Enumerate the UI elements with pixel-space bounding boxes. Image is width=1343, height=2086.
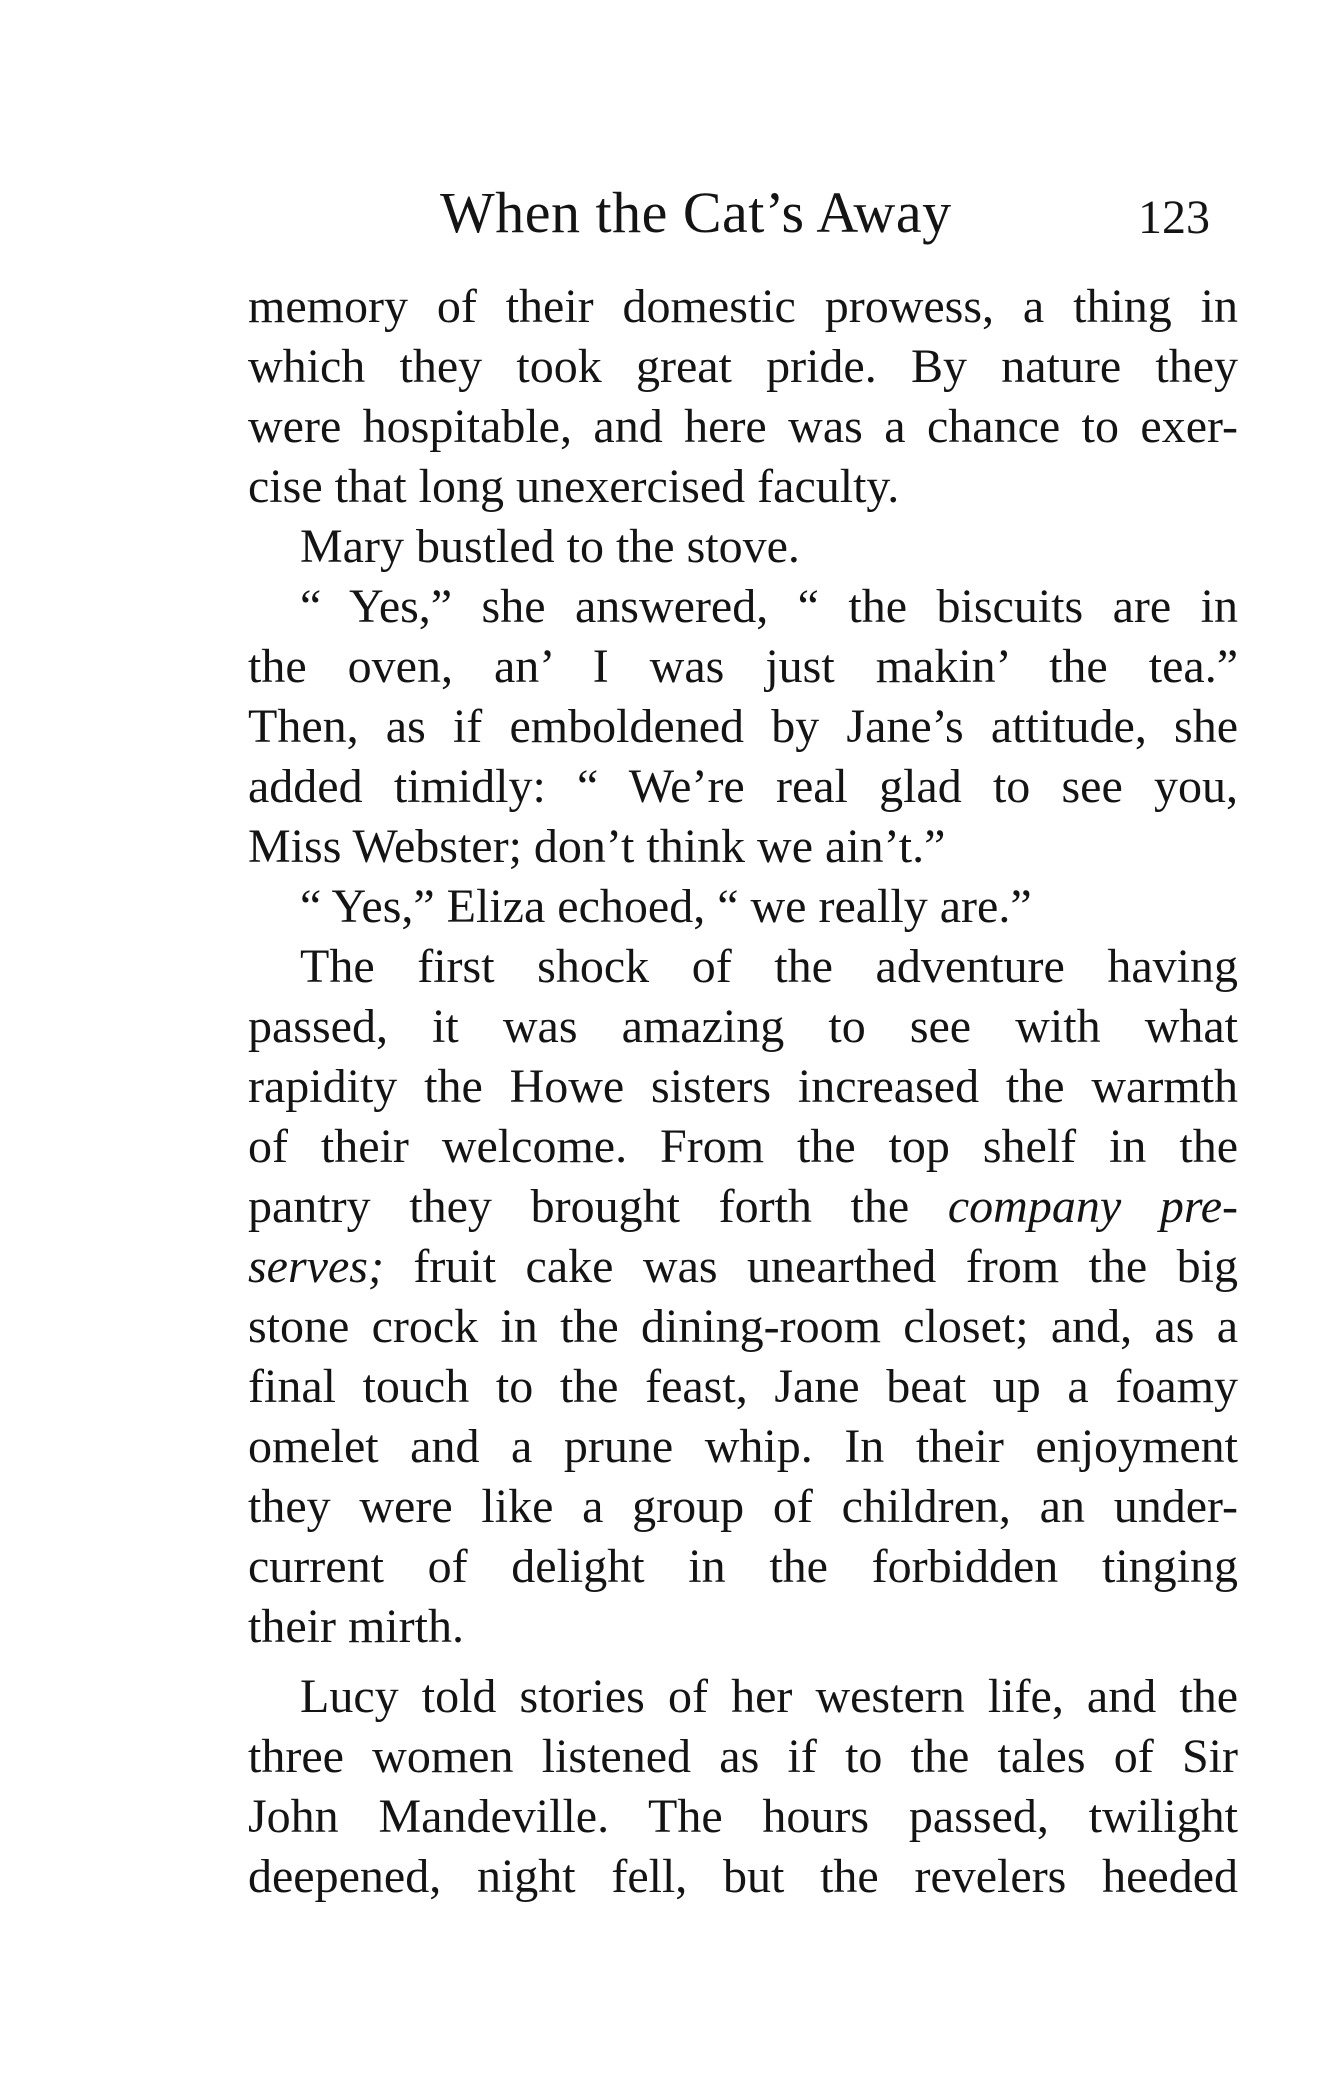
text-line: were hospitable, and here was a chance to exer- (248, 400, 1238, 453)
text-line: Miss Webster; don’t think we ain’t.” (248, 820, 946, 873)
text-line (248, 1177, 1238, 1237)
italic-span: company pre- (947, 1180, 1239, 1233)
text-line: added timidly: “ We’re real glad to see you, (248, 760, 1238, 813)
text-line: Mary bustled to the stove. (300, 520, 800, 573)
running-title: When the Cat’s Away (440, 180, 952, 245)
text-line: John Mandeville. The hours passed, twilight (248, 1790, 1238, 1843)
text-line: the oven, an’ I was just makin’ the tea.” (248, 640, 1238, 693)
text-line: Then, as if emboldened by Jane’s attitude, she (248, 700, 1238, 753)
text-line: three women listened as if to the tales of Sir (248, 1730, 1238, 1783)
text-line: Lucy told stories of her western life, and the (300, 1670, 1238, 1723)
text-line (248, 1237, 1238, 1297)
italic-span: serves; (248, 1240, 384, 1293)
text-line: which they took great pride. By nature they (248, 340, 1238, 393)
text-line: stone crock in the dining-room closet; and, as a (248, 1300, 1238, 1353)
text-line: The first shock of the adventure having (300, 940, 1238, 993)
text-line: they were like a group of children, an under- (248, 1480, 1238, 1533)
text-line: deepened, night fell, but the revelers heeded (248, 1850, 1238, 1903)
text-line: “ Yes,” she answered, “ the biscuits are in (300, 580, 1238, 633)
page-number: 123 (1138, 191, 1210, 244)
text-line: their mirth. (248, 1600, 464, 1653)
text-line: of their welcome. From the top shelf in the (248, 1120, 1238, 1173)
text-line: “ Yes,” Eliza echoed, “ we really are.” (300, 880, 1032, 933)
text-line: memory of their domestic prowess, a thing in (248, 280, 1238, 333)
text-line: omelet and a prune whip. In their enjoyment (248, 1420, 1238, 1473)
text-line: current of delight in the forbidden tinging (248, 1540, 1238, 1593)
text-line: passed, it was amazing to see with what (248, 1000, 1238, 1053)
text-line: cise that long unexercised faculty. (248, 460, 900, 513)
text-span: fruit cake was unearthed from the big (383, 1240, 1238, 1293)
text-line: final touch to the feast, Jane beat up a foamy (248, 1360, 1238, 1413)
text-span: pantry they brought forth the (248, 1180, 948, 1233)
text-line: rapidity the Howe sisters increased the warmth (248, 1060, 1238, 1113)
